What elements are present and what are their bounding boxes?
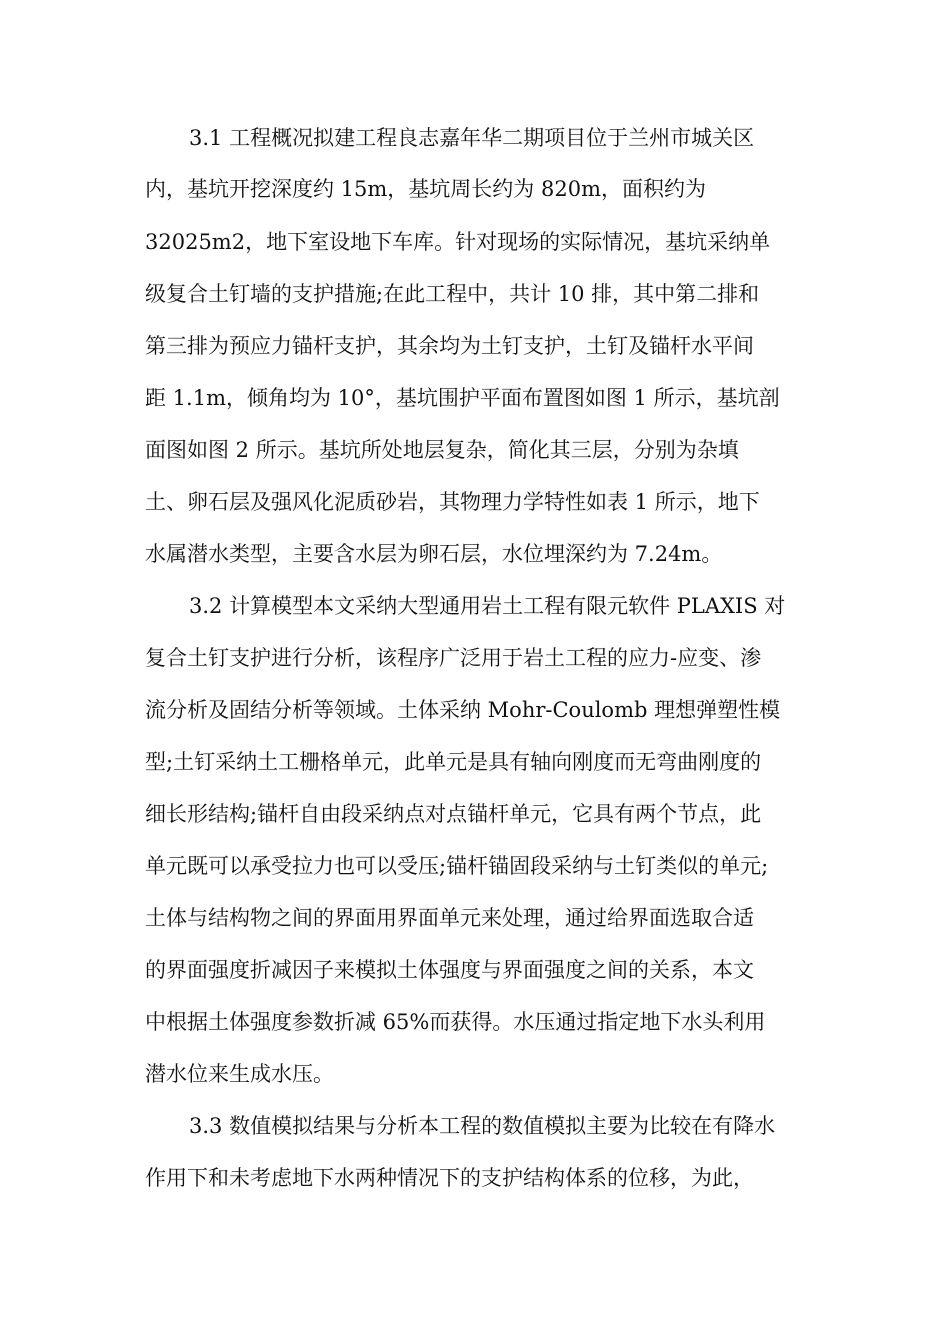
- text-line: 水属潜水类型，主要含水层为卵石层，水位埋深约为 7.24m。: [145, 542, 723, 566]
- text-line: 第三排为预应力锚杆支护，其余均为土钉支护，土钉及锚杆水平间: [145, 334, 754, 358]
- text-line: 潜水位来生成水压。: [145, 1062, 334, 1086]
- text-line: 土、卵石层及强风化泥质砂岩，其物理力学特性如表 1 所示，地下: [145, 490, 760, 514]
- text-line: 流分析及固结分析等领域。土体采纳 Mohr-Coulomb 理想弹塑性模: [145, 698, 781, 722]
- text-line: 3.3 数值模拟结果与分析本工程的数值模拟主要为比较在有降水: [189, 1114, 776, 1138]
- text-line: 型;土钉采纳土工栅格单元，此单元是具有轴向刚度而无弯曲刚度的: [145, 750, 762, 774]
- text-line: 单元既可以承受拉力也可以受压;锚杆锚固段采纳与土钉类似的单元;: [145, 854, 769, 878]
- text-line: 中根据土体强度参数折减 65%而获得。水压通过指定地下水头利用: [145, 1010, 766, 1034]
- text-line: 3.2 计算模型本文采纳大型通用岩土工程有限元软件 PLAXIS 对: [189, 594, 786, 618]
- text-line: 复合土钉支护进行分析，该程序广泛用于岩土工程的应力-应变、渗: [145, 646, 762, 670]
- text-line: 32025m2，地下室设地下车库。针对现场的实际情况，基坑采纳单: [145, 230, 771, 254]
- text-line: 面图如图 2 所示。基坑所处地层复杂，简化其三层，分别为杂填: [145, 438, 739, 462]
- text-line: 土体与结构物之间的界面用界面单元来处理，通过给界面选取合适: [145, 906, 754, 930]
- text-line: 3.1 工程概况拟建工程良志嘉年华二期项目位于兰州市城关区: [189, 126, 755, 150]
- text-line: 内，基坑开挖深度约 15m，基坑周长约为 820m，面积约为: [145, 177, 706, 201]
- text-line: 的界面强度折减因子来模拟土体强度与界面强度之间的关系，本文: [145, 958, 754, 982]
- text-line: 作用下和未考虑地下水两种情况下的支护结构体系的位移，为此，: [145, 1166, 754, 1190]
- text-line: 距 1.1m，倾角均为 10°，基坑围护平面布置图如图 1 所示，基坑剖: [145, 386, 780, 410]
- text-line: 细长形结构;锚杆自由段采纳点对点锚杆单元，它具有两个节点，此: [145, 802, 762, 826]
- text-line: 级复合土钉墙的支护措施;在此工程中，共计 10 排，其中第二排和: [145, 282, 760, 306]
